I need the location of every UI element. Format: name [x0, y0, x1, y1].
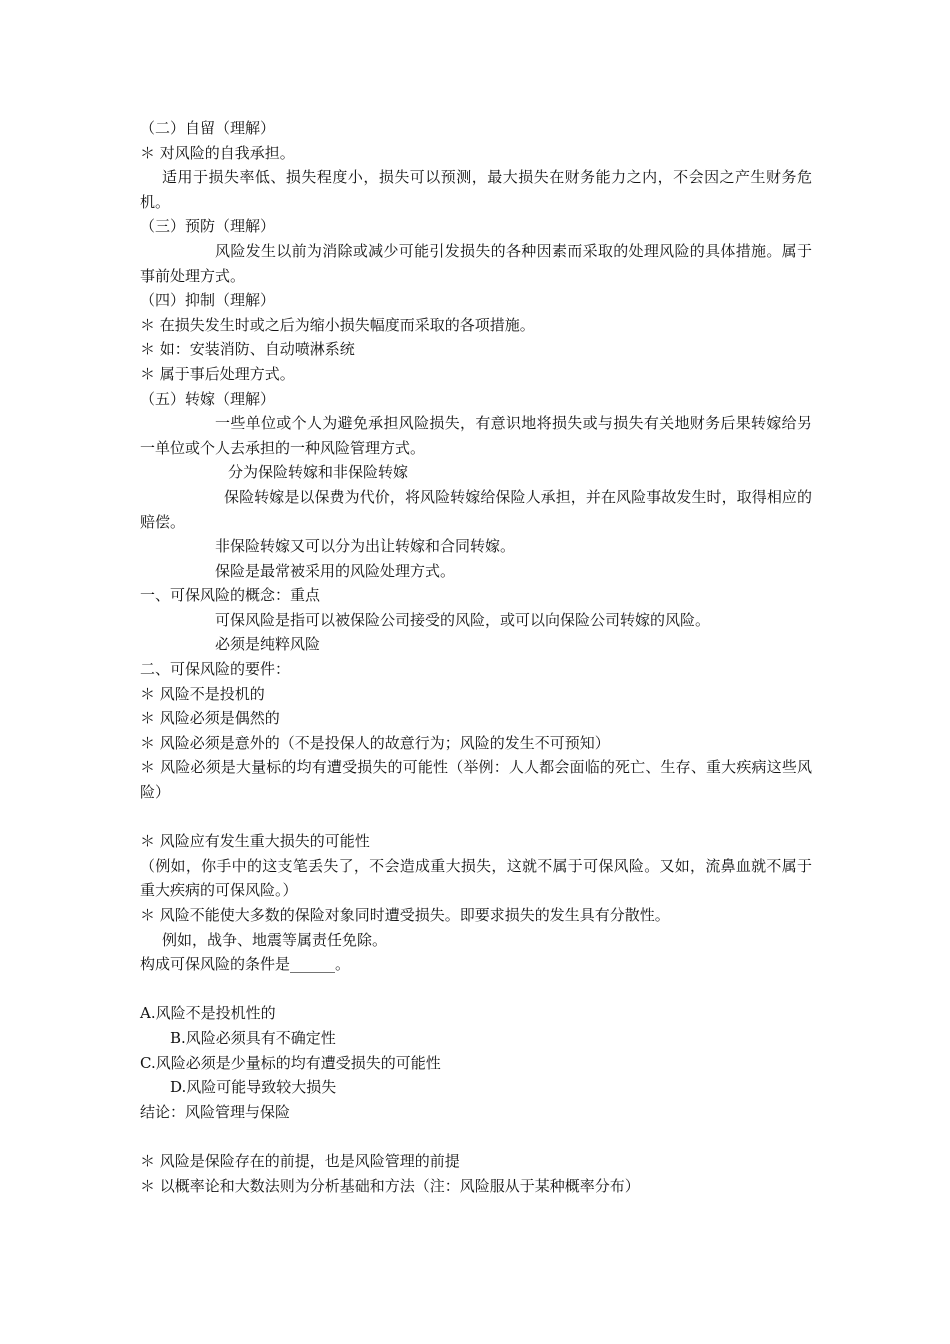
paragraph: 非保险转嫁又可以分为出让转嫁和合同转嫁。 — [215, 537, 516, 556]
option-d: D.风险可能导致较大损失 — [170, 1078, 337, 1097]
heading-transfer: （五）转嫁（理解） — [140, 389, 276, 408]
paragraph: 必须是纯粹风险 — [215, 635, 321, 654]
bullet-line: ＊ 以概率论和大数法则为分析基础和方法（注：风险服从于某种概率分布） — [140, 1176, 640, 1195]
heading-prevention: （三）预防（理解） — [140, 217, 276, 236]
paragraph: 风险发生以前为消除或减少可能引发损失的各种因素而采取的处理风险的具体措施。属于事前处理方式。 — [140, 241, 812, 285]
bullet-line: ＊ 风险应有发生重大损失的可能性 — [140, 832, 370, 851]
heading-retention: （二）自留（理解） — [140, 119, 276, 137]
document-body — [140, 116, 812, 1198]
bullet-line: ＊ 如：安装消防、自动喷淋系统 — [140, 340, 355, 359]
option-a: A.风险不是投机性的 — [140, 1004, 276, 1023]
paragraph: 一些单位或个人为避免承担风险损失，有意识地将损失或与损失有关地财务后果转嫁给另一单位或个人去承担的一种风险管理方式。 — [140, 414, 812, 457]
bullet-line: ＊ 风险不能使大多数的保险对象同时遭受损失。即要求损失的发生具有分散性。 — [140, 906, 670, 924]
bullet-line: ＊ 风险是保险存在的前提，也是风险管理的前提 — [140, 1151, 460, 1170]
paragraph: 可保风险是指可以被保险公司接受的风险，或可以向保险公司转嫁的风险。 — [215, 610, 711, 629]
blank-line — [140, 977, 812, 1002]
question-stem: 构成可保风险的条件是______。 — [140, 955, 351, 974]
bullet-line: ＊ 风险必须是大量标的均有遭受损失的可能性（举例：人人都会面临的死亡、生存、重大疾病这些风险） — [140, 758, 812, 802]
blank-line — [140, 1124, 812, 1149]
paragraph: 例如，战争、地震等属责任免除。 — [162, 930, 388, 949]
bullet-line: ＊ 风险必须是偶然的 — [140, 709, 280, 728]
bullet-line: ＊ 在损失发生时或之后为缩小损失幅度而采取的各项措施。 — [140, 315, 535, 334]
heading-insurable-risk-requirements: 二、可保风险的要件： — [140, 660, 291, 679]
heading-suppression: （四）抑制（理解） — [140, 291, 276, 310]
paragraph: 保险转嫁是以保费为代价，将风险转嫁给保险人承担，并在风险事故发生时，取得相应的赔偿。 — [140, 487, 812, 531]
paragraph: 分为保险转嫁和非保险转嫁 — [228, 463, 409, 482]
bullet-line: ＊ 风险必须是意外的（不是投保人的故意行为；风险的发生不可预知） — [140, 733, 610, 752]
blank-line — [140, 805, 812, 830]
paragraph: 保险是最常被采用的风险处理方式。 — [215, 561, 456, 580]
heading-conclusion: 结论：风险管理与保险 — [140, 1102, 291, 1121]
bullet-line: ＊ 风险不是投机的 — [140, 684, 265, 703]
paragraph: （例如，你手中的这支笔丢失了，不会造成重大损失，这就不属于可保风险。又如，流鼻血就不属于重大疾病的可保风险。） — [140, 856, 812, 900]
option-c: C.风险必须是少量标的均有遭受损失的可能性 — [140, 1053, 441, 1072]
option-b: B.风险必须具有不确定性 — [170, 1028, 336, 1047]
heading-insurable-risk-concept: 一、可保风险的概念：重点 — [140, 586, 321, 605]
bullet-line: ＊ 对风险的自我承担。 — [140, 143, 295, 162]
bullet-line: ＊ 属于事后处理方式。 — [140, 364, 295, 383]
paragraph: 适用于损失率低、损失程度小，损失可以预测，最大损失在财务能力之内，不会因之产生财务危机。 — [140, 168, 812, 211]
